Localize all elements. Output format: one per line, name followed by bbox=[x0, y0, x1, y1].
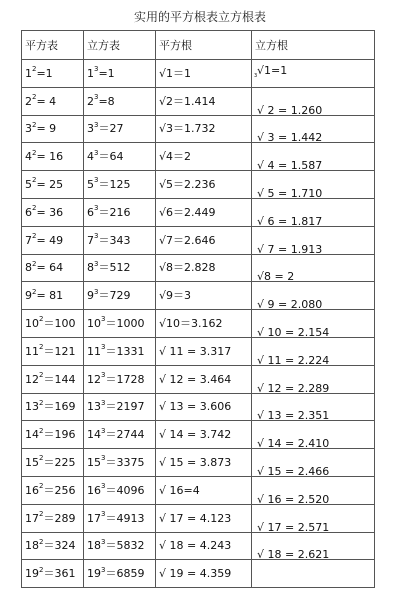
cube-base: 4 bbox=[87, 150, 94, 164]
table-row bbox=[22, 198, 375, 226]
table-row bbox=[22, 143, 375, 171]
cube-cell bbox=[84, 60, 156, 88]
table-row bbox=[22, 60, 375, 88]
cube-root-value: √ 17 = 2.571 bbox=[257, 520, 330, 534]
cube-root-value: √ 6 = 1.817 bbox=[257, 214, 323, 228]
square-base: 14 bbox=[25, 428, 39, 442]
cube-exponent: 3 bbox=[94, 204, 99, 213]
cube-base: 6 bbox=[87, 205, 94, 219]
cube-value: ＝1331 bbox=[105, 344, 145, 358]
square-root-value: √ 18 = 4.243 bbox=[159, 539, 232, 553]
square-cell bbox=[22, 560, 84, 588]
cube-exponent: 3 bbox=[101, 565, 106, 574]
cube-base: 15 bbox=[87, 456, 101, 470]
header-cubes: 立方表 bbox=[84, 31, 156, 60]
square-exponent: 2 bbox=[39, 426, 44, 435]
header-squares: 平方表 bbox=[22, 31, 84, 60]
cube-cell bbox=[84, 310, 156, 338]
square-root-cell bbox=[156, 310, 252, 338]
square-root-value: √2＝1.414 bbox=[159, 94, 216, 108]
square-cell bbox=[22, 393, 84, 421]
cube-base: 8 bbox=[87, 261, 94, 275]
square-base: 8 bbox=[25, 261, 32, 275]
square-exponent: 2 bbox=[32, 65, 37, 74]
square-root-cell bbox=[156, 282, 252, 310]
table-row bbox=[22, 337, 375, 365]
cube-root-value: √ 7 = 1.913 bbox=[257, 242, 323, 256]
cube-root-cell bbox=[252, 449, 375, 477]
square-root-cell bbox=[156, 60, 252, 88]
header-square-roots: 平方根 bbox=[156, 31, 252, 60]
square-root-cell bbox=[156, 560, 252, 588]
square-cell bbox=[22, 532, 84, 560]
cube-root-value: √ 13 = 2.351 bbox=[257, 409, 330, 423]
square-base: 16 bbox=[25, 483, 39, 497]
cube-base: 14 bbox=[87, 428, 101, 442]
cube-exponent: 3 bbox=[101, 537, 106, 546]
cube-exponent: 3 bbox=[94, 148, 99, 157]
table-body bbox=[22, 31, 375, 588]
square-exponent: 2 bbox=[39, 537, 44, 546]
cube-value: ＝512 bbox=[98, 261, 131, 275]
square-root-cell bbox=[156, 476, 252, 504]
table-row bbox=[22, 171, 375, 199]
square-base: 1 bbox=[25, 66, 32, 80]
square-value: ＝121 bbox=[43, 344, 76, 358]
square-root-value: √ 11 = 3.317 bbox=[159, 344, 232, 358]
cube-value: ＝216 bbox=[98, 205, 131, 219]
cube-root-cell bbox=[252, 337, 375, 365]
cube-root-value: √ 11 = 2.224 bbox=[257, 353, 330, 367]
cube-base: 3 bbox=[87, 122, 94, 136]
square-value: ＝256 bbox=[43, 483, 76, 497]
cube-exponent: 3 bbox=[101, 343, 106, 352]
square-cell bbox=[22, 143, 84, 171]
cube-base: 16 bbox=[87, 483, 101, 497]
square-cell bbox=[22, 282, 84, 310]
cube-exponent: 3 bbox=[94, 176, 99, 185]
cube-root-cell bbox=[252, 198, 375, 226]
cube-value: ＝27 bbox=[98, 122, 124, 136]
page-title: 实用的平方根表立方根表 bbox=[133, 10, 266, 24]
cube-root-cell bbox=[252, 282, 375, 310]
square-value: ＝324 bbox=[43, 539, 76, 553]
cube-root-value: √ 12 = 2.289 bbox=[257, 381, 330, 395]
cube-root-cell bbox=[252, 254, 375, 282]
table-row bbox=[22, 282, 375, 310]
square-root-cell bbox=[156, 504, 252, 532]
square-base: 13 bbox=[25, 400, 39, 414]
cube-value: =8 bbox=[98, 94, 115, 108]
cube-exponent: 3 bbox=[101, 509, 106, 518]
cube-root-cell bbox=[252, 60, 375, 88]
square-cell bbox=[22, 87, 84, 115]
cube-value: ＝2744 bbox=[105, 428, 145, 442]
square-root-value: √ 12 = 3.464 bbox=[159, 372, 232, 386]
square-root-value: √ 15 = 3.873 bbox=[159, 456, 232, 470]
cube-exponent: 3 bbox=[101, 398, 106, 407]
cube-exponent: 3 bbox=[94, 93, 99, 102]
cube-root-cell bbox=[252, 143, 375, 171]
square-root-value: √6＝2.449 bbox=[159, 205, 216, 219]
cube-base: 11 bbox=[87, 344, 101, 358]
cube-base: 13 bbox=[87, 400, 101, 414]
cube-exponent: 3 bbox=[94, 120, 99, 129]
cube-cell bbox=[84, 337, 156, 365]
cube-exponent: 3 bbox=[101, 426, 106, 435]
root-table bbox=[21, 30, 375, 588]
square-base: 19 bbox=[25, 567, 39, 581]
cube-root-value: √ 4 = 1.587 bbox=[257, 159, 323, 173]
square-root-value: √ 14 = 3.742 bbox=[159, 428, 232, 442]
cube-cell bbox=[84, 449, 156, 477]
table-row bbox=[22, 254, 375, 282]
square-cell bbox=[22, 449, 84, 477]
cube-base: 2 bbox=[87, 94, 94, 108]
square-base: 10 bbox=[25, 317, 39, 331]
square-value: = 36 bbox=[36, 205, 64, 219]
table-row bbox=[22, 365, 375, 393]
cube-root-value: √8 = 2 bbox=[257, 270, 295, 284]
cube-cell bbox=[84, 393, 156, 421]
table-row bbox=[22, 449, 375, 477]
cube-cell bbox=[84, 421, 156, 449]
square-value: = 81 bbox=[36, 289, 64, 303]
cube-exponent: 3 bbox=[101, 371, 106, 379]
cube-cell bbox=[84, 476, 156, 504]
cube-root-cell bbox=[252, 421, 375, 449]
cube-base: 19 bbox=[87, 567, 101, 581]
cube-cell bbox=[84, 87, 156, 115]
square-root-cell bbox=[156, 254, 252, 282]
square-exponent: 2 bbox=[32, 204, 37, 213]
cube-root-value: √ 18 = 2.621 bbox=[257, 548, 330, 562]
square-cell bbox=[22, 171, 84, 199]
square-value: = 4 bbox=[36, 94, 57, 108]
cube-root-cell bbox=[252, 365, 375, 393]
square-root-cell bbox=[156, 449, 252, 477]
square-value: ＝289 bbox=[43, 511, 76, 525]
square-base: 3 bbox=[25, 122, 32, 136]
cube-value: ＝729 bbox=[98, 289, 131, 303]
cube-base: 17 bbox=[87, 511, 101, 525]
square-value: = 9 bbox=[36, 122, 57, 136]
cube-root-cell bbox=[252, 504, 375, 532]
cube-value: ＝5832 bbox=[105, 539, 145, 553]
square-root-cell bbox=[156, 143, 252, 171]
cube-exponent: 3 bbox=[101, 315, 106, 324]
square-base: 2 bbox=[25, 94, 32, 108]
table-row bbox=[22, 421, 375, 449]
cube-root-value: √1=1 bbox=[257, 63, 288, 77]
square-cell bbox=[22, 310, 84, 338]
square-root-value: √ 19 = 4.359 bbox=[159, 567, 232, 581]
square-exponent: 2 bbox=[39, 565, 44, 574]
table-row bbox=[22, 226, 375, 254]
cube-root-value bbox=[255, 576, 257, 589]
square-base: 9 bbox=[25, 289, 32, 303]
square-root-value: √5＝2.236 bbox=[159, 178, 216, 192]
square-cell bbox=[22, 60, 84, 88]
square-value: ＝196 bbox=[43, 428, 76, 442]
square-root-value: √7＝2.646 bbox=[159, 233, 216, 247]
cube-root-cell bbox=[252, 310, 375, 338]
square-value: ＝144 bbox=[43, 372, 76, 386]
square-base: 7 bbox=[25, 233, 32, 247]
square-base: 4 bbox=[25, 150, 32, 164]
cube-root-cell bbox=[252, 393, 375, 421]
cube-value: =1 bbox=[98, 66, 115, 80]
cube-cell bbox=[84, 115, 156, 143]
cube-root-value: √ 9 = 2.080 bbox=[257, 298, 323, 312]
cube-value: ＝125 bbox=[98, 178, 131, 192]
square-exponent: 2 bbox=[39, 398, 44, 407]
cube-base: 10 bbox=[87, 317, 101, 331]
square-base: 18 bbox=[25, 539, 39, 553]
square-exponent: 2 bbox=[32, 176, 37, 185]
square-exponent: 2 bbox=[39, 315, 44, 324]
cube-root-index: 3 bbox=[254, 73, 258, 79]
cube-root-cell bbox=[252, 560, 375, 588]
cube-base: 18 bbox=[87, 539, 101, 553]
cube-value: ＝343 bbox=[98, 233, 131, 247]
square-exponent: 2 bbox=[32, 259, 37, 268]
square-cell bbox=[22, 504, 84, 532]
square-exponent: 2 bbox=[39, 343, 44, 352]
cube-root-value: √ 14 = 2.410 bbox=[257, 437, 330, 451]
square-root-value: √1＝1 bbox=[159, 66, 192, 80]
cube-exponent: 3 bbox=[94, 287, 99, 296]
square-root-cell bbox=[156, 337, 252, 365]
cube-value: ＝4913 bbox=[105, 511, 145, 525]
cube-base: 1 bbox=[87, 66, 94, 80]
square-base: 17 bbox=[25, 511, 39, 525]
square-cell bbox=[22, 476, 84, 504]
square-exponent: 2 bbox=[39, 371, 44, 379]
square-base: 6 bbox=[25, 205, 32, 219]
square-root-cell bbox=[156, 393, 252, 421]
square-root-value: √9＝3 bbox=[159, 289, 192, 303]
square-cell bbox=[22, 198, 84, 226]
cube-root-value: √ 10 = 2.154 bbox=[257, 326, 330, 340]
cube-cell bbox=[84, 198, 156, 226]
square-cell bbox=[22, 337, 84, 365]
cube-exponent: 3 bbox=[94, 65, 99, 74]
square-root-value: √8＝2.828 bbox=[159, 261, 216, 275]
square-cell bbox=[22, 254, 84, 282]
cube-root-value: √ 15 = 2.466 bbox=[257, 465, 330, 479]
square-cell bbox=[22, 115, 84, 143]
square-base: 5 bbox=[25, 178, 32, 192]
cube-cell bbox=[84, 282, 156, 310]
cube-cell bbox=[84, 254, 156, 282]
square-exponent: 2 bbox=[39, 454, 44, 463]
cube-exponent: 3 bbox=[101, 482, 106, 491]
cube-root-cell bbox=[252, 226, 375, 254]
square-value: ＝225 bbox=[43, 456, 76, 470]
square-value: = 25 bbox=[36, 178, 64, 192]
cube-value: ＝1000 bbox=[105, 317, 145, 331]
cube-exponent: 3 bbox=[94, 232, 99, 241]
cube-root-value: √ 5 = 1.710 bbox=[257, 187, 323, 201]
cube-base: 5 bbox=[87, 178, 94, 192]
table-row bbox=[22, 310, 375, 338]
square-root-value: √10＝3.162 bbox=[159, 317, 223, 331]
cube-cell bbox=[84, 365, 156, 393]
square-exponent: 2 bbox=[32, 120, 37, 129]
table-row bbox=[22, 115, 375, 143]
cube-exponent: 3 bbox=[94, 259, 99, 268]
square-root-cell bbox=[156, 171, 252, 199]
cube-cell bbox=[84, 504, 156, 532]
cube-root-cell bbox=[252, 87, 375, 115]
square-exponent: 2 bbox=[39, 509, 44, 518]
cube-cell bbox=[84, 171, 156, 199]
square-value: = 49 bbox=[36, 233, 64, 247]
square-cell bbox=[22, 226, 84, 254]
cube-root-value: √ 16 = 2.520 bbox=[257, 492, 330, 506]
cube-value: ＝2197 bbox=[105, 400, 145, 414]
square-base: 12 bbox=[25, 372, 39, 386]
cube-root-cell bbox=[252, 532, 375, 560]
square-root-cell bbox=[156, 115, 252, 143]
square-root-cell bbox=[156, 421, 252, 449]
square-cell bbox=[22, 421, 84, 449]
table-row bbox=[22, 560, 375, 588]
table-row bbox=[22, 87, 375, 115]
cube-root-cell bbox=[252, 115, 375, 143]
square-base: 11 bbox=[25, 344, 39, 358]
square-exponent: 2 bbox=[32, 287, 37, 296]
cube-value: ＝6859 bbox=[105, 567, 145, 581]
square-root-cell bbox=[156, 532, 252, 560]
square-cell bbox=[22, 365, 84, 393]
square-root-value: √3＝1.732 bbox=[159, 122, 216, 136]
table-row bbox=[22, 532, 375, 560]
square-base: 15 bbox=[25, 456, 39, 470]
table-row bbox=[22, 393, 375, 421]
square-value: ＝169 bbox=[43, 400, 76, 414]
cube-base: 9 bbox=[87, 289, 94, 303]
square-value: ＝361 bbox=[43, 567, 76, 581]
square-root-cell bbox=[156, 365, 252, 393]
cube-value: ＝1728 bbox=[105, 372, 145, 386]
cube-base: 7 bbox=[87, 233, 94, 247]
header-cube-roots: 立方根 bbox=[252, 31, 375, 60]
square-exponent: 2 bbox=[32, 93, 37, 102]
square-value: = 16 bbox=[36, 150, 64, 164]
cube-value: ＝3375 bbox=[105, 456, 145, 470]
square-root-value: √4＝2 bbox=[159, 150, 192, 164]
square-root-cell bbox=[156, 87, 252, 115]
square-exponent: 2 bbox=[39, 482, 44, 491]
header-row bbox=[22, 31, 375, 60]
cube-exponent: 3 bbox=[101, 454, 106, 463]
square-root-cell bbox=[156, 226, 252, 254]
table-row bbox=[22, 476, 375, 504]
cube-cell bbox=[84, 143, 156, 171]
square-root-value: √ 16=4 bbox=[159, 483, 200, 497]
cube-base: 12 bbox=[87, 372, 101, 386]
square-value: = 64 bbox=[36, 261, 64, 275]
square-value: ＝100 bbox=[43, 317, 76, 331]
cube-cell bbox=[84, 560, 156, 588]
square-root-cell bbox=[156, 198, 252, 226]
square-exponent: 2 bbox=[32, 148, 37, 157]
cube-value: ＝64 bbox=[98, 150, 124, 164]
square-exponent: 2 bbox=[32, 232, 37, 241]
cube-root-cell bbox=[252, 171, 375, 199]
cube-value: ＝4096 bbox=[105, 483, 145, 497]
cube-root-cell bbox=[252, 476, 375, 504]
cube-root-value: √ 3 = 1.442 bbox=[257, 131, 323, 145]
square-root-value: √ 13 = 3.606 bbox=[159, 400, 232, 414]
cube-cell bbox=[84, 226, 156, 254]
square-value: =1 bbox=[36, 66, 53, 80]
cube-cell bbox=[84, 532, 156, 560]
square-root-value: √ 17 = 4.123 bbox=[159, 511, 232, 525]
cube-root-value: √ 2 = 1.260 bbox=[257, 103, 323, 117]
table-row bbox=[22, 504, 375, 532]
